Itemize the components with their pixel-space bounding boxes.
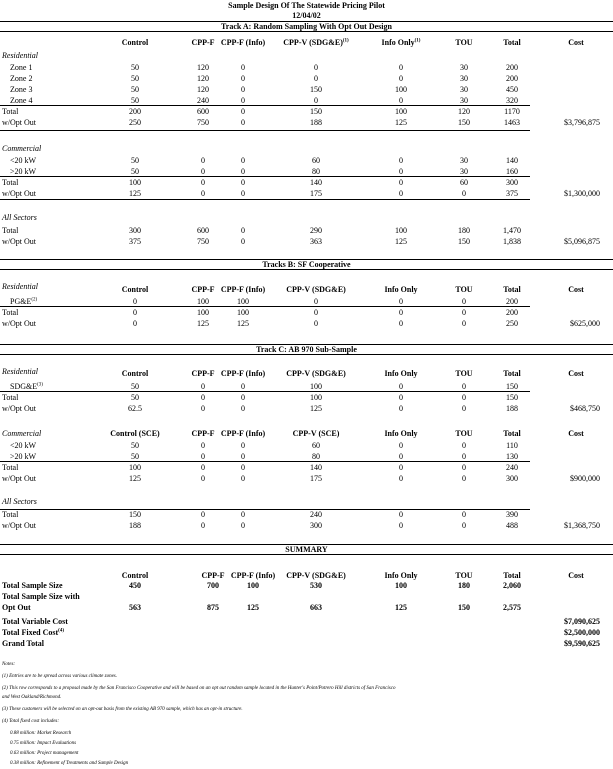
track-c-com-row-value: 300 (506, 474, 518, 483)
column-header: CPP-F (Info) (220, 285, 266, 294)
track-c-res-row-value: 0 (201, 393, 205, 402)
track-c-com-row-value: 125 (129, 474, 141, 483)
track-a-res-row-value: 50 (131, 63, 139, 72)
track-a-all-row-label: Total (2, 226, 19, 235)
track-a-res-row-value: 750 (197, 118, 209, 127)
track-c-com-row-value: 140 (310, 463, 322, 472)
track-a-res-row-value: 30 (460, 96, 468, 105)
track-c-res-row-label: w/Opt Out (2, 404, 36, 413)
track-a-res-row-label: Zone 2 (10, 74, 33, 83)
track-a-all-row-value: 750 (197, 237, 209, 246)
track-a-com-row-value: 0 (399, 178, 403, 187)
track-a-res-row-value: 200 (506, 74, 518, 83)
column-header: Control (SCE) (110, 429, 160, 438)
rule-line (0, 176, 530, 177)
track-a-com-row-value: 0 (399, 189, 403, 198)
column-header: CPP-V (SDG&E)$^{(1)}$ (283, 38, 349, 47)
rule-line (0, 130, 530, 131)
track-a-res-row-value: 120 (458, 107, 470, 116)
track-c-com-row-value: 0 (399, 452, 403, 461)
note-line: (1) Entries are to be spread across various climate zones. (2, 674, 117, 679)
track-c-all-row-value: 390 (506, 510, 518, 519)
track-b-row-value: 250 (506, 319, 518, 328)
summary-value: 530 (310, 581, 322, 590)
track-c-all-row-label: Total (2, 510, 19, 519)
track-c-res-row-value: 100 (310, 382, 322, 391)
track-c-all-row-value: 0 (201, 510, 205, 519)
commercial-label: Commercial (2, 144, 42, 153)
column-header: Total (503, 429, 521, 438)
track-a-res-row-value: 450 (506, 85, 518, 94)
rule-line (0, 306, 530, 307)
track-a-all-row-value: 363 (310, 237, 322, 246)
track-c-com-row-value: 80 (312, 452, 320, 461)
track-a-com-row-value: 0 (201, 156, 205, 165)
track-c-res-row-value: 0 (241, 382, 245, 391)
track-a-com-row-value: 0 (241, 156, 245, 165)
track-b-row-value: 0 (133, 319, 137, 328)
track-c-all-row-value: 240 (310, 510, 322, 519)
track-c-all-row-label: w/Opt Out (2, 521, 36, 530)
track-c-res-row-value: 0 (462, 393, 466, 402)
track-a-res-row-value: 150 (458, 118, 470, 127)
column-header: CPP-V (SDG&E) (286, 285, 346, 294)
column-header: Control (121, 369, 149, 378)
column-header: TOU (455, 571, 473, 580)
track-c-com-row-label: Total (2, 463, 19, 472)
track-a-res-row-value: 0 (399, 96, 403, 105)
track-c-res-row-value: 0 (201, 382, 205, 391)
note-line: 0.75 million: Impact Evaluations (10, 741, 77, 746)
track-a-com-row-value: 0 (201, 189, 205, 198)
track-a-all-row-value: 300 (129, 226, 141, 235)
all-sectors-label: All Sectors (2, 213, 37, 222)
residential-label: Residential (2, 367, 38, 376)
track-c-all-row-cost: $1,368,750 (564, 521, 600, 530)
note-line: (3) These customers will be selected on an opt-out basis from the existing AB 970 sample, which has an opt-in structure. (2, 707, 243, 712)
track-a-com-row-label: Total (2, 178, 19, 187)
rule-line (0, 199, 530, 200)
column-header: Control (121, 571, 149, 580)
track-a-res-row-value: 1170 (504, 107, 520, 116)
track-a-res-row-value: 200 (129, 107, 141, 116)
track-a-com-row-value: 0 (241, 167, 245, 176)
track-c-com-row-label: w/Opt Out (2, 474, 36, 483)
column-header: Total (503, 571, 521, 580)
track-c-res-row-value: 62.5 (128, 404, 142, 413)
track-a-all-row-value: 125 (395, 237, 407, 246)
track-a-res-row-value: 150 (310, 107, 322, 116)
track-b-row-value: 100 (237, 297, 249, 306)
column-header: Total (503, 285, 521, 294)
note-line: 0.88 million: Market Research (10, 731, 72, 736)
page-date: 12/04/02 (292, 11, 321, 20)
track-a-res-row-value: 0 (399, 74, 403, 83)
summary-value: 100 (247, 581, 259, 590)
summary-cost-label: Grand Total (2, 639, 45, 648)
track-c-all-row-value: 0 (462, 510, 466, 519)
track-c-com-row-value: 0 (462, 474, 466, 483)
track-b-row-value: 125 (197, 319, 209, 328)
summary-value: 450 (129, 581, 141, 590)
track-b-row-value: 100 (197, 308, 209, 317)
track-c-all-row-value: 0 (399, 510, 403, 519)
column-header: CPP-F (201, 571, 225, 580)
track-c-com-row-value: 110 (506, 441, 518, 450)
track-a-com-row-value: 0 (241, 189, 245, 198)
footnote-marker: (4) (58, 628, 64, 634)
track-a-com-row-label: <20 kW (10, 156, 37, 165)
column-header: Cost (568, 429, 584, 438)
track-c-com-row-label: >20 kW (10, 452, 37, 461)
track-a-com-row-cost: $1,300,000 (564, 189, 600, 198)
track-c-all-row-value: 0 (399, 521, 403, 530)
track-c-all-row-value: 0 (201, 521, 205, 530)
rule-line (0, 461, 530, 462)
track-a-all-row-cost: $5,096,875 (564, 237, 600, 246)
track-c-all-row-value: 300 (310, 521, 322, 530)
track-b-row-value: 0 (314, 319, 318, 328)
footnote-marker: (2) (31, 297, 38, 303)
column-header: Control (121, 38, 149, 47)
rule-line (0, 105, 530, 106)
track-a-res-row-label: Total (2, 107, 19, 116)
track-a-all-row-value: 1,470 (503, 226, 521, 235)
column-header: Cost (568, 285, 584, 294)
note-line: and West Oakland/Richmond. (2, 695, 62, 700)
track-a-res-row-label: Zone 3 (10, 85, 33, 94)
track-a-res-row-value: 120 (197, 85, 209, 94)
column-header: Total (503, 38, 521, 47)
track-a-res-row-label: Zone 1 (10, 63, 33, 72)
track-a-com-row-value: 125 (129, 189, 141, 198)
summary-value: 663 (310, 603, 322, 612)
column-header: CPP-F (Info) (230, 571, 276, 580)
track-a-all-row-value: 290 (310, 226, 322, 235)
column-header: CPP-F (191, 38, 215, 47)
track-a-heading: Track A: Random Sampling With Opt Out Design (221, 22, 392, 31)
track-c-com-row-value: 0 (399, 463, 403, 472)
column-header: CPP-F (Info) (220, 38, 266, 47)
summary-heading: SUMMARY (285, 545, 328, 554)
track-a-res-row-value: 120 (197, 63, 209, 72)
track-b-row-value: 125 (237, 319, 249, 328)
summary-value: 150 (458, 603, 470, 612)
track-b-row-value: 0 (133, 308, 137, 317)
track-c-res-row-value: 125 (310, 404, 322, 413)
track-a-com-row-value: 160 (506, 167, 518, 176)
column-header: CPP-F (191, 429, 215, 438)
track-c-res-row-value: 0 (201, 404, 205, 413)
column-header: Total (503, 369, 521, 378)
track-b-row-label: Total (2, 308, 19, 317)
track-c-com-row-value: 0 (201, 463, 205, 472)
track-a-com-row-value: 60 (460, 178, 468, 187)
track-a-res-row-value: 0 (314, 74, 318, 83)
track-c-res-row-value: 0 (241, 404, 245, 413)
track-a-res-row-value: 0 (241, 74, 245, 83)
track-b-row-value: 0 (462, 319, 466, 328)
column-header: Cost (568, 369, 584, 378)
track-a-res-row-value: 50 (131, 74, 139, 83)
track-b-row-value: 0 (399, 319, 403, 328)
track-a-all-row-value: 180 (458, 226, 470, 235)
summary-value: 125 (247, 603, 259, 612)
track-a-res-row-value: 188 (310, 118, 322, 127)
column-header: Info Only (384, 571, 418, 580)
track-a-com-row-value: 0 (241, 178, 245, 187)
note-line: (2) This row corresponds to a proposal made by the San Francisco Cooperative and will be based on an opt out random sample located in the Hunter's Point/Potrero Hill districts of San Francisco (2, 686, 396, 691)
track-b-row-value: 0 (462, 308, 466, 317)
column-header: CPP-F (Info) (220, 429, 266, 438)
rule-line (0, 509, 530, 510)
track-a-com-row-label: >20 kW (10, 167, 37, 176)
track-c-res-row-value: 0 (462, 404, 466, 413)
column-header: CPP-V (SCE) (292, 429, 340, 438)
all-sectors-label: All Sectors (2, 497, 37, 506)
track-a-all-row-value: 100 (395, 226, 407, 235)
rule-line (0, 391, 530, 392)
track-c-com-row-value: 240 (506, 463, 518, 472)
track-c-all-row-value: 188 (129, 521, 141, 530)
track-c-com-row-value: 175 (310, 474, 322, 483)
pge-label: $PG\&E^{(2)}$ (10, 297, 38, 306)
column-header: Info Only (384, 369, 418, 378)
track-c-res-row-value: 188 (506, 404, 518, 413)
column-header: TOU (455, 38, 473, 47)
track-c-res-row-value: 150 (506, 382, 518, 391)
track-c-com-row-value: 0 (201, 474, 205, 483)
track-a-com-row-value: 0 (201, 167, 205, 176)
commercial-label: Commercial (2, 429, 42, 438)
summary-value: 875 (207, 603, 219, 612)
track-c-res-row-value: 100 (310, 393, 322, 402)
track-b-row-value: 0 (399, 308, 403, 317)
column-header: Info Only (384, 285, 418, 294)
track-a-all-row-value: 375 (129, 237, 141, 246)
residential-label: Residential (2, 51, 38, 60)
track-c-com-row-value: 0 (241, 463, 245, 472)
track-c-res-row-value: 0 (462, 382, 466, 391)
track-a-res-row-value: 100 (395, 85, 407, 94)
track-a-com-row-value: 30 (460, 167, 468, 176)
track-c-res-row-value: 50 (131, 382, 139, 391)
track-a-all-row-value: 600 (197, 226, 209, 235)
track-c-all-row-value: 0 (241, 521, 245, 530)
track-a-com-row-value: 80 (312, 167, 320, 176)
column-header: Cost (568, 38, 584, 47)
track-a-com-row-value: 140 (310, 178, 322, 187)
column-header: TOU (455, 285, 473, 294)
track-a-res-row-value: 320 (506, 96, 518, 105)
track-a-res-row-value: 120 (197, 74, 209, 83)
track-b-row-value: 0 (399, 297, 403, 306)
track-a-res-row-value: 30 (460, 85, 468, 94)
track-c-com-row-value: 0 (399, 441, 403, 450)
track-a-res-row-label: w/Opt Out (2, 118, 36, 127)
track-c-com-row-value: 0 (462, 441, 466, 450)
track-c-com-row-value: 0 (241, 474, 245, 483)
track-c-com-row-value: 0 (462, 463, 466, 472)
track-a-res-row-value: 0 (241, 85, 245, 94)
summary-value: 100 (395, 581, 407, 590)
track-a-com-row-value: 375 (506, 189, 518, 198)
summary-value: 180 (458, 581, 470, 590)
column-header: Cost (568, 571, 584, 580)
page-title: Sample Design Of The Statewide Pricing Pilot (228, 1, 385, 10)
track-a-res-row-value: 50 (131, 85, 139, 94)
track-a-all-row-label: w/Opt Out (2, 237, 36, 246)
column-header: Info Only (384, 429, 418, 438)
summary-value: 563 (129, 603, 141, 612)
track-a-all-row-value: 1,838 (503, 237, 521, 246)
track-a-res-row-value: 30 (460, 63, 468, 72)
column-header: CPP-F (191, 285, 215, 294)
column-header: TOU (455, 369, 473, 378)
summary-cost-value: $7,090,625 (564, 617, 600, 626)
track-c-com-row-value: 0 (201, 452, 205, 461)
track-b-heading: Tracks B: SF Cooperative (262, 260, 351, 269)
track-a-res-row-value: 600 (197, 107, 209, 116)
track-c-res-row-cost: $468,750 (570, 404, 600, 413)
track-a-com-row-value: 0 (399, 167, 403, 176)
summary-value: 2,575 (503, 603, 521, 612)
track-a-res-row-value: 250 (129, 118, 141, 127)
track-a-all-row-value: 0 (241, 237, 245, 246)
track-a-res-row-value: 100 (395, 107, 407, 116)
track-c-heading: Track C: AB 970 Sub-Sample (256, 345, 357, 354)
column-header: CPP-V (SDG&E) (286, 571, 346, 580)
footnote-marker: (1) (414, 38, 421, 44)
track-a-com-row-value: 140 (506, 156, 518, 165)
track-c-com-row-value: 130 (506, 452, 518, 461)
track-c-com-row-value: 0 (399, 474, 403, 483)
track-c-res-row-value: 0 (399, 382, 403, 391)
track-a-res-row-value: 30 (460, 74, 468, 83)
track-c-com-row-value: 0 (241, 452, 245, 461)
track-b-row-cost: $625,000 (570, 319, 600, 328)
track-a-res-row-value: 1463 (504, 118, 520, 127)
track-a-com-row-value: 300 (506, 178, 518, 187)
track-c-res-row-value: 0 (241, 393, 245, 402)
track-a-all-row-value: 150 (458, 237, 470, 246)
track-a-res-row-value: 125 (395, 118, 407, 127)
track-c-res-row-label: Total (2, 393, 19, 402)
track-b-row-value: 200 (506, 297, 518, 306)
summary-value: 2,060 (503, 581, 521, 590)
track-c-com-row-value: 0 (462, 452, 466, 461)
summary-row-label: Opt Out (2, 603, 31, 612)
track-c-com-row-value: 50 (131, 452, 139, 461)
track-a-res-row-value: 0 (241, 63, 245, 72)
summary-cost-label: Total Variable Cost (2, 617, 68, 626)
track-b-row-label: w/Opt Out (2, 319, 36, 328)
track-a-res-row-value: 200 (506, 63, 518, 72)
track-c-com-row-value: 100 (129, 463, 141, 472)
track-b-row-value: 0 (462, 297, 466, 306)
column-header: CPP-F (Info) (220, 369, 266, 378)
track-b-row-value: 0 (314, 297, 318, 306)
track-c-com-row-value: 60 (312, 441, 320, 450)
track-a-com-row-value: 50 (131, 156, 139, 165)
track-a-com-row-value: 100 (129, 178, 141, 187)
residential-label: Residential (2, 282, 38, 291)
summary-cost-value: $2,500,000 (564, 628, 600, 637)
track-c-all-row-value: 150 (129, 510, 141, 519)
note-line: (4) Total fixed cost includes: (2, 719, 60, 724)
track-a-res-row-value: 50 (131, 96, 139, 105)
summary-row-label: Total Sample Size with (2, 592, 80, 601)
track-c-res-row-value: 0 (399, 393, 403, 402)
track-a-com-row-value: 0 (462, 189, 466, 198)
note-line: 0.63 million: Project management (10, 751, 79, 756)
track-a-com-row-value: 0 (399, 156, 403, 165)
track-a-res-row-value: 0 (241, 96, 245, 105)
footnote-marker: (1) (342, 38, 349, 44)
track-a-res-row-cost: $3,796,875 (564, 118, 600, 127)
note-line: 0.38 million: Refinement of Treatments and Sample Design (10, 761, 129, 766)
track-c-res-row-value: 50 (131, 393, 139, 402)
column-header: CPP-V (SDG&E) (286, 369, 346, 378)
footnote-marker: (3) (37, 382, 43, 388)
track-a-res-row-value: 0 (241, 107, 245, 116)
track-c-com-row-value: 0 (241, 441, 245, 450)
column-header: Info Only$^{(1)}$ (381, 38, 421, 47)
track-a-res-row-value: 0 (399, 63, 403, 72)
track-a-res-row-value: 240 (197, 96, 209, 105)
sdge-label: $SDG\&E^{(3)}$ (10, 382, 43, 391)
summary-cost-label: Total Fixed Cost$^{(4)}$ (2, 628, 64, 637)
notes-heading: Notes: (2, 662, 16, 667)
summary-row-label: Total Sample Size (2, 581, 63, 590)
track-b-row-value: 100 (237, 308, 249, 317)
track-a-res-row-value: 0 (314, 63, 318, 72)
track-c-all-row-value: 0 (462, 521, 466, 530)
track-c-com-row-label: <20 kW (10, 441, 37, 450)
summary-value: 125 (395, 603, 407, 612)
track-c-com-row-value: 0 (201, 441, 205, 450)
track-b-row-value: 0 (133, 297, 137, 306)
track-c-all-row-value: 0 (241, 510, 245, 519)
track-a-com-row-value: 175 (310, 189, 322, 198)
track-a-res-row-label: Zone 4 (10, 96, 33, 105)
track-a-res-row-value: 0 (241, 118, 245, 127)
track-c-res-row-value: 0 (399, 404, 403, 413)
column-header: CPP-F (191, 369, 215, 378)
summary-cost-value: $9,590,625 (564, 639, 600, 648)
track-a-com-row-value: 0 (201, 178, 205, 187)
summary-value: 700 (207, 581, 219, 590)
track-a-all-row-value: 0 (241, 226, 245, 235)
track-b-row-value: 100 (197, 297, 209, 306)
track-a-com-row-value: 60 (312, 156, 320, 165)
track-b-row-value: 200 (506, 308, 518, 317)
track-a-res-row-value: 0 (314, 96, 318, 105)
track-a-com-row-label: w/Opt Out (2, 189, 36, 198)
track-c-res-row-value: 150 (506, 393, 518, 402)
track-c-all-row-value: 488 (506, 521, 518, 530)
track-a-com-row-value: 50 (131, 167, 139, 176)
track-a-com-row-value: 30 (460, 156, 468, 165)
track-c-com-row-cost: $900,000 (570, 474, 600, 483)
track-c-com-row-value: 50 (131, 441, 139, 450)
column-header: TOU (455, 429, 473, 438)
track-a-res-row-value: 150 (310, 85, 322, 94)
column-header: Control (121, 285, 149, 294)
track-b-row-value: 0 (314, 308, 318, 317)
